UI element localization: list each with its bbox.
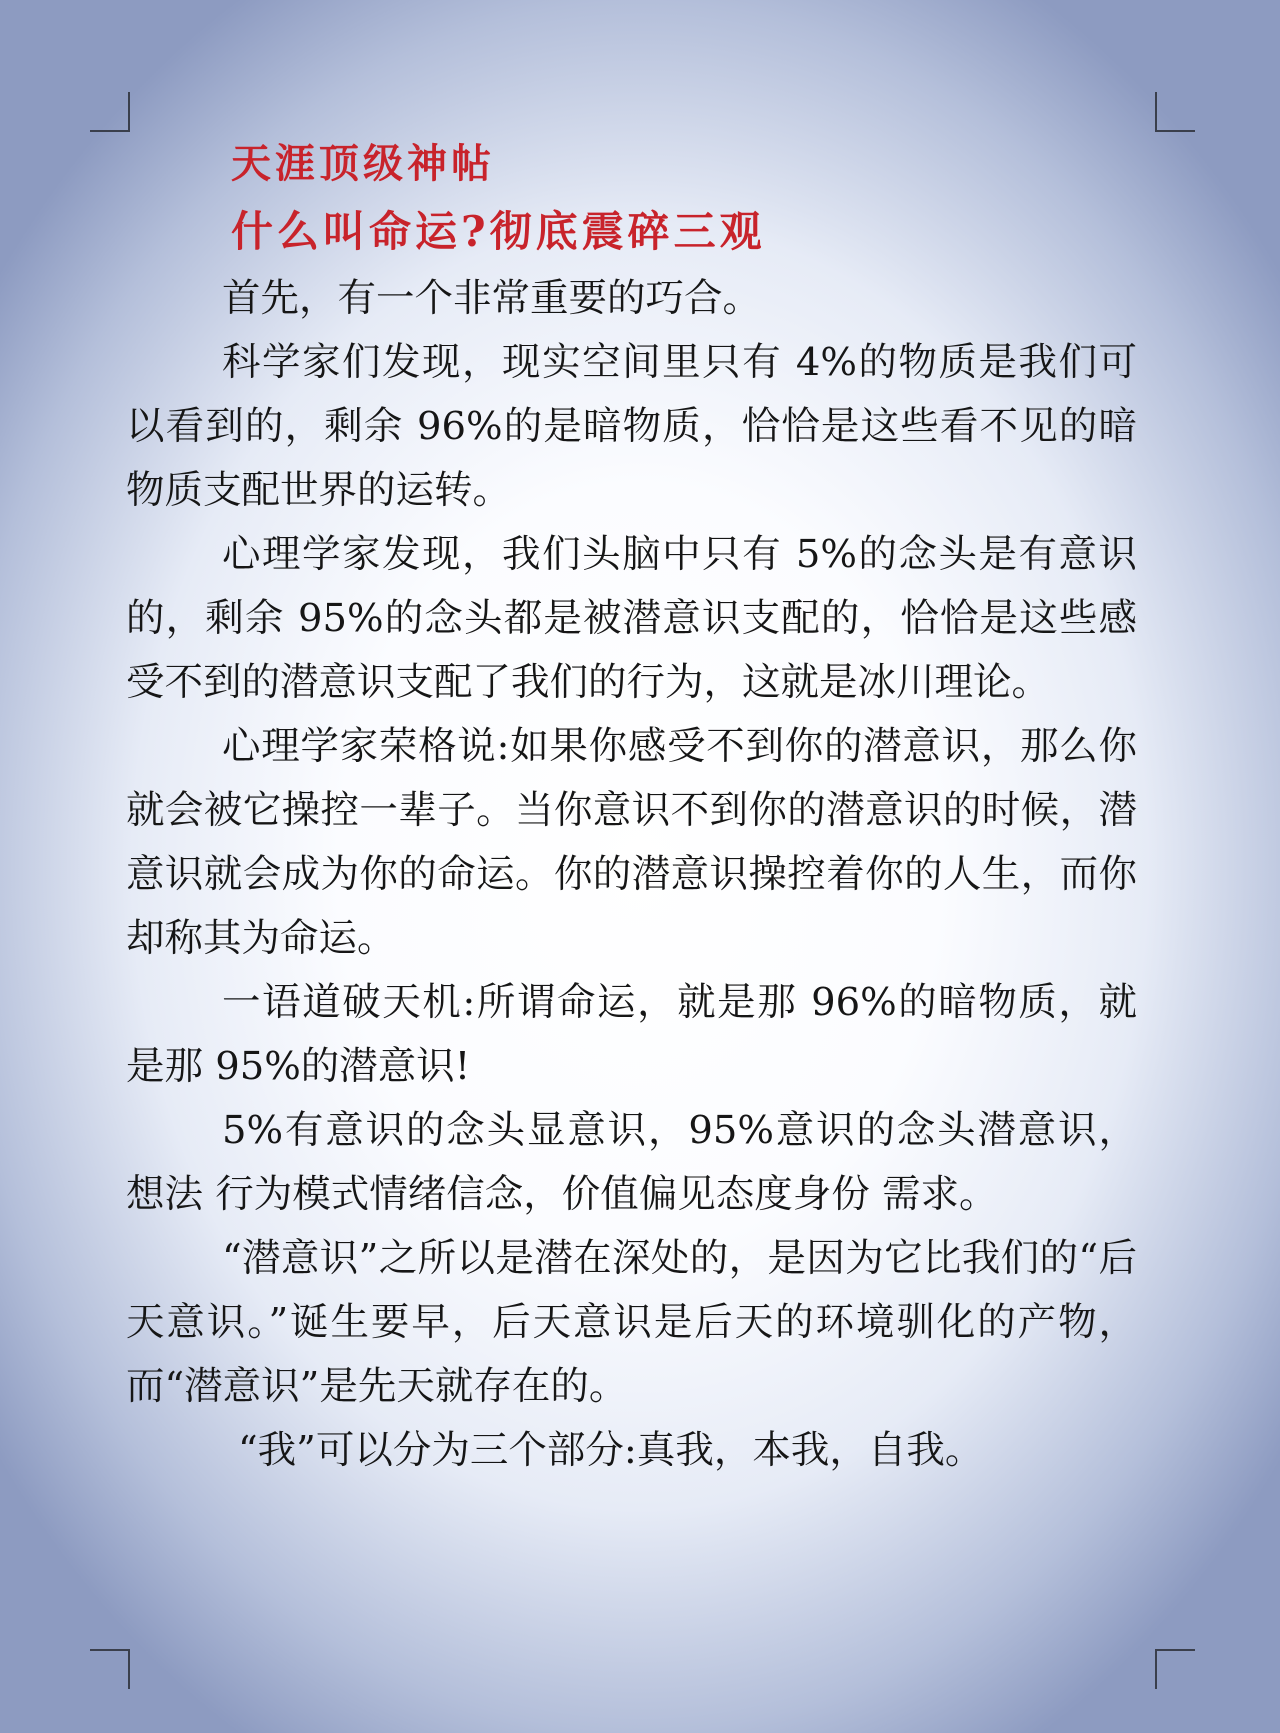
title-line-1: 天涯顶级神帖	[231, 140, 495, 187]
crop-mark-bottom-right	[1155, 1649, 1195, 1689]
title-line-2: 什么叫命运?彻底震碎三观	[231, 207, 766, 256]
paragraph-7: “潜意识”之所以是潜在深处的，是因为它比我们的“后天意识。”诞生要早，后天意识是后天的环境驯化的产物，而“潜意识”是先天就存在的。	[126, 1236, 1137, 1409]
paragraph-2: 科学家们发现，现实空间里只有 4%的物质是我们可以看到的，剩余 96%的是暗物质，恰恰是这些看不见的暗物质支配世界的运转。	[126, 340, 1137, 513]
crop-mark-top-right	[1155, 92, 1195, 132]
paragraph-3: 心理学家发现，我们头脑中只有 5%的念头是有意识的，剩余 95%的念头都是被潜意识支配的，恰恰是这些感受不到的潜意识支配了我们的行为，这就是冰川理论。	[126, 532, 1137, 705]
paragraph-4: 心理学家荣格说:如果你感受不到你的潜意识，那么你就会被它操控一辈子。当你意识不到你的潜意识的时候，潜意识就会成为你的命运。你的潜意识操控着你的人生，而你却称其为命运。	[126, 724, 1137, 961]
paragraph-1: 首先，有一个非常重要的巧合。	[222, 276, 762, 321]
article-body	[126, 267, 1137, 1483]
paragraph-8: “我”可以分为三个部分:真我，本我，自我。	[238, 1428, 984, 1473]
crop-mark-top-left	[90, 92, 130, 132]
paragraph-6: 5%有意识的念头显意识，95%意识的念头潜意识，想法 行为模式情绪信念，价值偏见态度身份 需求。	[126, 1108, 1137, 1217]
paragraph-5: 一语道破天机:所谓命运，就是那 96%的暗物质，就是那 95%的潜意识!	[126, 980, 1137, 1089]
crop-mark-bottom-left	[90, 1649, 130, 1689]
